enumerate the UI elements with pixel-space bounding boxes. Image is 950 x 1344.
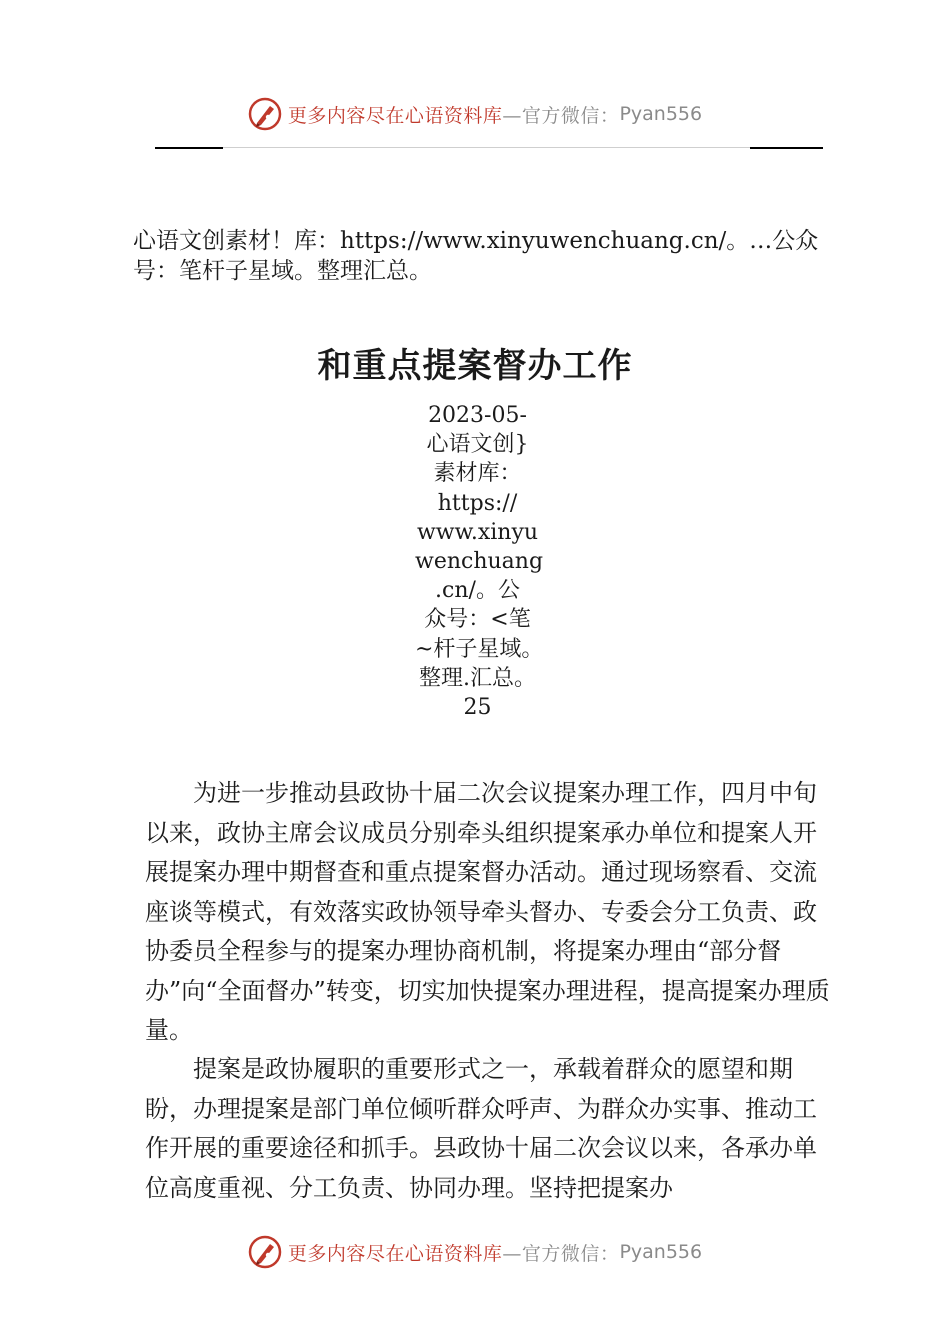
meta-line: .cn/。公 [435,578,520,604]
banner-slogan: 更多内容尽在心语资料库 [287,104,503,127]
banner-separator: —官方微信： [502,1242,620,1265]
banner-slogan: 更多内容尽在心语资料库 [287,1242,503,1265]
meta-line: 25 [463,695,492,721]
meta-line: 众号：<笔 [424,607,531,633]
intro-text: 心语文创素材！库：https://www.xinyuwenchuang.cn/。…公众号：笔杆子星域。整理汇总。 [133,228,819,284]
meta-line: 心语文创} [426,432,529,458]
header-rule-center [223,147,750,148]
footer-banner [0,1232,950,1272]
meta-line: 2023-05- [428,403,527,428]
page-title: 和重点提案督办工作 [317,346,633,386]
meta-line: 整理.汇总。 [419,665,536,691]
meta-line: wenchuang [415,549,544,575]
pen-logo-icon [248,97,282,131]
body-paragraph-2: 提案是政协履职的重要形式之一，承载着群众的愿望和期盼，办理提案是部门单位倾听群众呼声、为群众办实事、推动工作开展的重要途径和抓手。县政协十届二次会议以来，各承办单位高度重视、分工负责、协同办理。坚持把提案办 [145,1055,817,1202]
meta-line: www.xinyu [416,519,539,545]
meta-block [415,401,544,722]
banner-separator: —官方微信： [502,104,620,127]
body-paragraph-1: 为进一步推动县政协十届二次会议提案办理工作，四月中旬以来，政协主席会议成员分别牵头组织提案承办单位和提案人开展提案办理中期督查和重点提案督办活动。通过现场察看、交流座谈等模式，有效落实政协领导牵头督办、专委会分工负责、政协委员全程参与的提案办理协商机制，将提案办理由“部分督办”向“全面督办”转变，切实加快提案办理进程，提高提案办理质量。 [145,779,830,1044]
banner-wechat-id: Pyan556 [619,1241,703,1263]
header-rule-left [155,147,223,149]
meta-line: https:// [437,490,518,516]
header-rule-right [750,147,823,149]
banner-wechat-id: Pyan556 [619,103,703,125]
pen-logo-icon [248,1235,282,1269]
meta-line: 素材库： [433,461,522,487]
header-banner [0,94,950,134]
meta-line: ~杆子星域。 [415,636,544,662]
